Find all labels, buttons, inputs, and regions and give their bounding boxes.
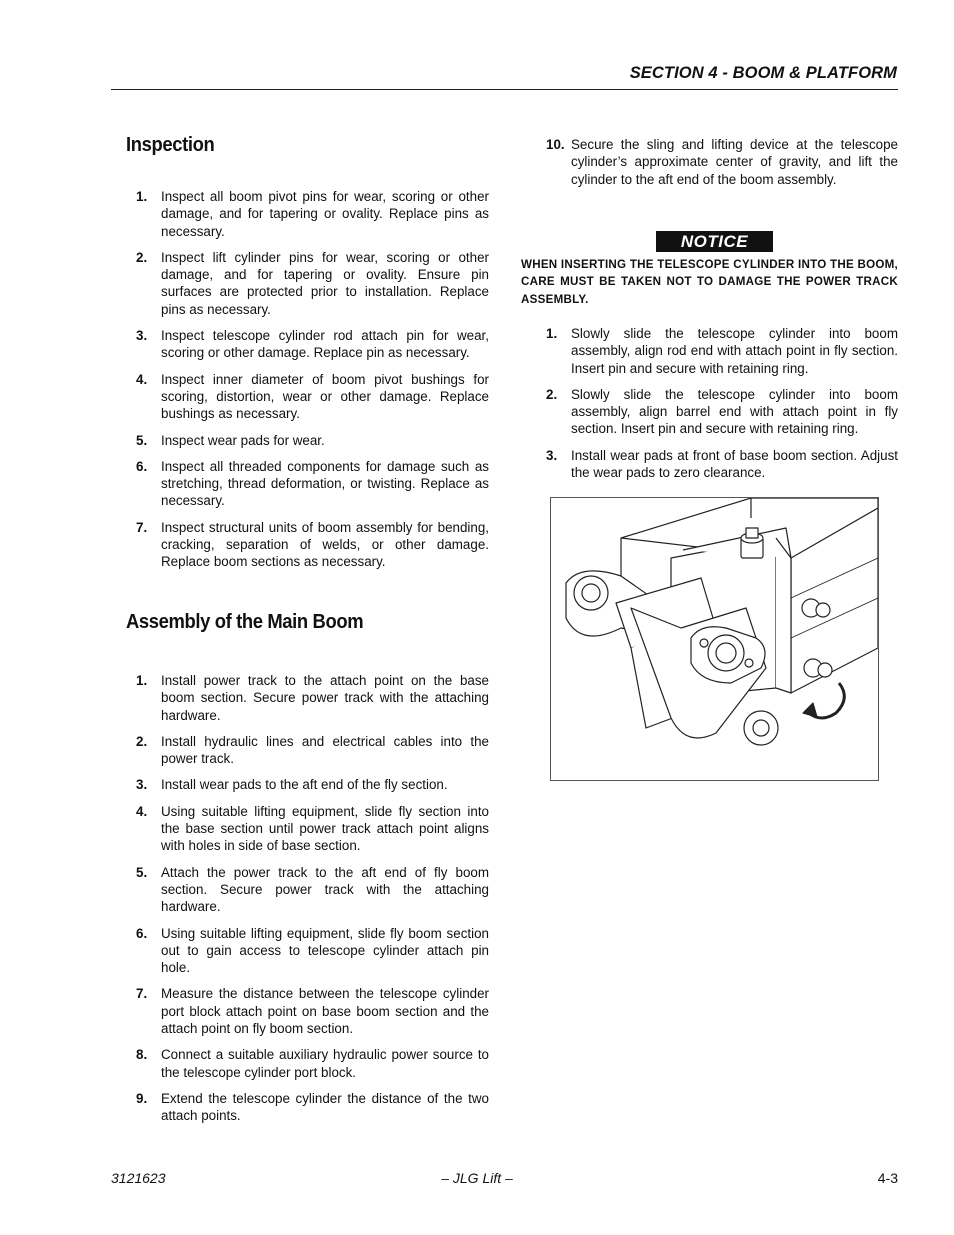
step-number: 1. (136, 189, 148, 204)
inspection-heading: Inspection (126, 134, 215, 156)
list-item (126, 519, 489, 571)
step-text: Install wear pads to the aft end of the fly section. (161, 777, 448, 793)
step-text: Inspect all boom pivot pins for wear, scoring or other damage, and for tapering or ovality. Replace pins as necessary. (161, 189, 489, 239)
step-text: Using suitable lifting equipment, slide fly boom section out to gain access to telescope cylinder attach pin hole. (161, 925, 489, 976)
list-item (126, 432, 489, 449)
footer-brand: – JLG Lift – (441, 1170, 513, 1186)
list-item (126, 1046, 489, 1081)
step-number: 6. (136, 925, 148, 941)
step-number: 6. (136, 458, 148, 474)
step-number: 10. (546, 137, 565, 152)
step-number: 2. (136, 249, 148, 265)
step-text: Using suitable lifting equipment, slide fly section into the base section until power track attach point aligns with holes in side of base section. (161, 803, 489, 854)
section-title: SECTION 4 - BOOM & PLATFORM (629, 64, 897, 82)
list-item (538, 447, 898, 482)
list-item (126, 371, 489, 423)
step-number: 7. (136, 519, 148, 535)
notice-text: WHEN INSERTING THE TELESCOPE CYLINDER INTO THE BOOM, CARE MUST BE TAKEN NOT TO DAMAGE THE POWER TRACK ASSEMBLY. (521, 258, 898, 306)
step-text: Measure the distance between the telescope cylinder port block attach point on base boom section and the attach point on fly boom section. (161, 986, 489, 1037)
step-text: Inspect inner diameter of boom pivot bushings for scoring, distortion, wear or other damage. Replace bushings as necessary. (161, 371, 489, 422)
step-number: 3. (136, 328, 148, 344)
list-item (126, 925, 489, 977)
list-item (126, 327, 489, 362)
step-text: Slowly slide the telescope cylinder into boom assembly, align rod end with attach point in fly section. Insert pin and secure with retaining ring. (571, 326, 898, 376)
step-text: Slowly slide the telescope cylinder into boom assembly, align barrel end with attach point in fly section. Insert pin and secure with retaining ring. (571, 386, 898, 437)
list-item (538, 136, 898, 188)
boom-assembly-figure (550, 497, 879, 781)
doc-number: 3121623 (111, 1170, 166, 1186)
step-number: 8. (136, 1047, 148, 1063)
list-item (126, 672, 489, 724)
list-item (126, 458, 489, 510)
header-divider (111, 89, 898, 90)
list-item (126, 985, 489, 1037)
list-item (126, 249, 489, 318)
step-number: 5. (136, 864, 148, 880)
step-number: 1. (546, 326, 558, 341)
step-text: Inspect structural units of boom assembly for bending, cracking, separation of welds, or other damage. Replace boom sections as necessary. (161, 519, 489, 570)
step-number: 9. (136, 1090, 148, 1106)
list-item (126, 864, 489, 916)
step-text: Install wear pads at front of base boom section. Adjust the wear pads to zero clearance. (571, 447, 898, 481)
step-number: 3. (136, 777, 148, 793)
notice-badge: NOTICE (656, 231, 773, 252)
step-number: 3. (546, 447, 558, 463)
step-number: 2. (546, 386, 558, 402)
page-number: 4-3 (877, 1170, 898, 1186)
step-text: Secure the sling and lifting device at the telescope cylinder’s approximate center of gravity, and lift the cylinder to the aft end of the boom assembly. (571, 137, 898, 187)
assembly-heading: Assembly of the Main Boom (126, 611, 364, 633)
list-item (126, 733, 489, 768)
step-text: Install hydraulic lines and electrical cables into the power track. (161, 733, 489, 767)
step-text: Inspect telescope cylinder rod attach pin for wear, scoring or other damage. Replace pin as necessary. (161, 328, 489, 361)
install-steps (538, 325, 898, 490)
list-item (126, 1090, 489, 1125)
step-text: Connect a suitable auxiliary hydraulic power source to the telescope cylinder port block. (161, 1047, 489, 1080)
step-number: 5. (136, 432, 148, 448)
step-text: Inspect lift cylinder pins for wear, scoring or other damage, and for tapering or ovality. Ensure pin surfaces are protected prior to installation. Replace pins as necessary. (161, 249, 489, 317)
list-item (126, 188, 489, 240)
step-text: Inspect all threaded components for damage such as stretching, thread deformation, or twisting. Replace as necessary. (161, 458, 489, 509)
assembly-step-10 (538, 136, 898, 197)
step-number: 2. (136, 733, 148, 749)
list-item (126, 803, 489, 855)
list-item (126, 776, 489, 793)
step-text: Extend the telescope cylinder the distance of the two attach points. (161, 1090, 489, 1124)
list-item (538, 325, 898, 377)
step-number: 1. (136, 673, 148, 688)
step-number: 4. (136, 803, 148, 819)
inspection-steps (126, 188, 489, 580)
step-text: Attach the power track to the aft end of fly boom section. Secure power track with the attaching hardware. (161, 864, 489, 915)
step-text: Inspect wear pads for wear. (161, 432, 325, 448)
assembly-steps (126, 672, 489, 1134)
list-item (538, 386, 898, 438)
step-number: 7. (136, 986, 148, 1002)
boom-illustration (551, 498, 878, 780)
step-text: Install power track to the attach point on the base boom section. Secure power track with the attaching hardware. (161, 673, 489, 723)
step-number: 4. (136, 371, 148, 387)
